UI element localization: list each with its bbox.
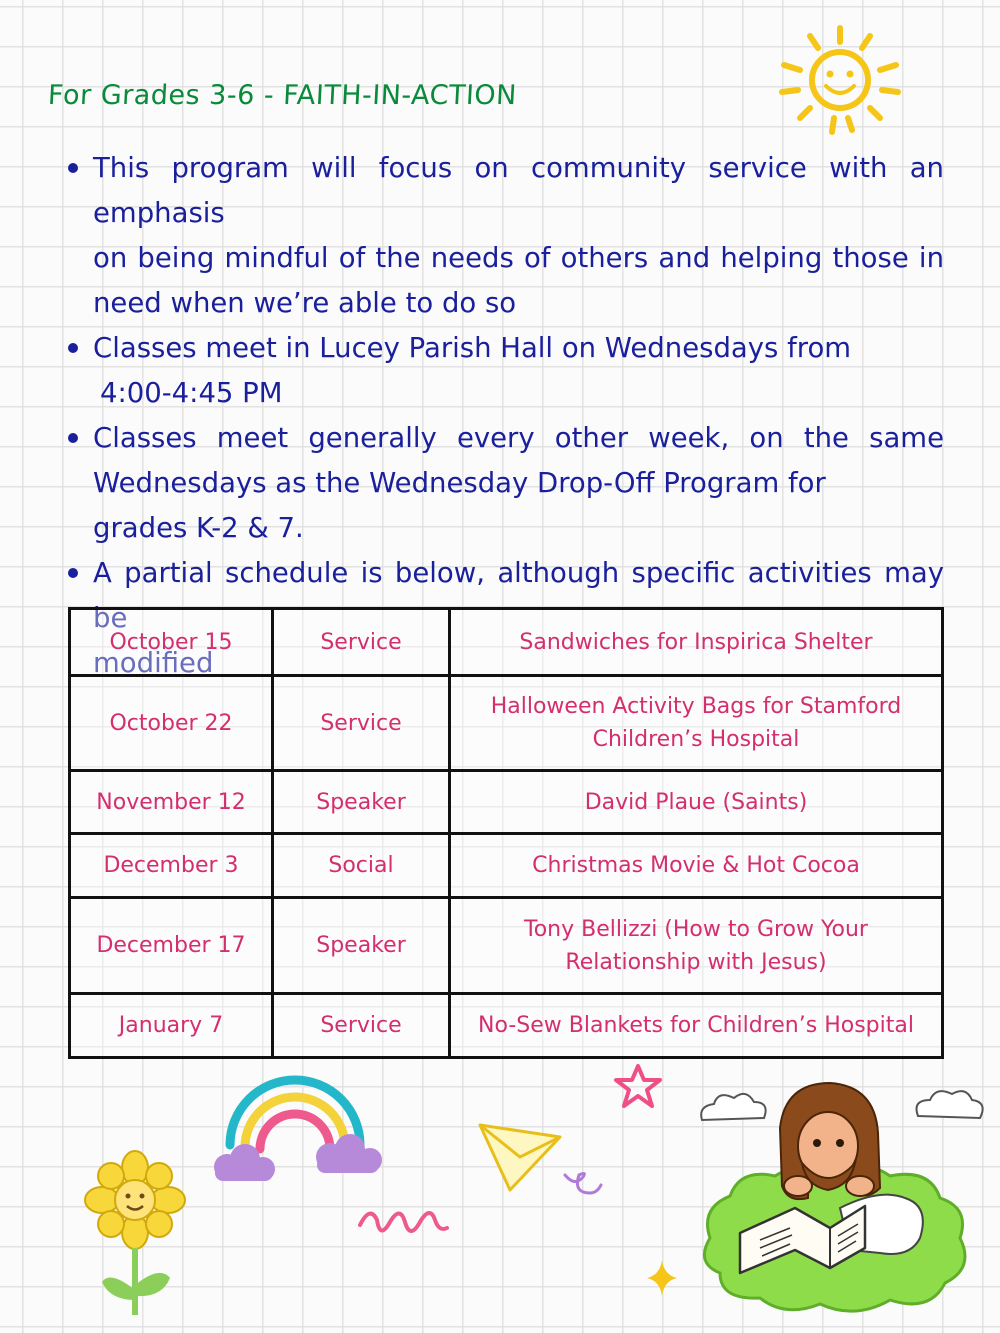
- type-cell: Speaker: [273, 771, 450, 834]
- activity-cell: [450, 771, 943, 834]
- star-icon: [608, 1062, 668, 1112]
- info-list: [68, 146, 944, 686]
- table-row: [70, 771, 943, 834]
- table-row: [70, 898, 943, 994]
- date-cell: October 15: [70, 609, 273, 676]
- bullet-line: on being mindful of the needs of others and helping those in: [93, 242, 944, 274]
- list-item: [68, 146, 944, 326]
- bullet-line: Wednesdays as the Wednesday Drop-Off Program for: [93, 467, 826, 499]
- activity-line: Tony Bellizzi (How to Grow Your: [524, 916, 868, 942]
- list-item: [68, 326, 944, 416]
- swirl-icon: [355, 1200, 450, 1245]
- activity-cell: [450, 609, 943, 676]
- schedule-table: [68, 607, 944, 1059]
- activity-line: Halloween Activity Bags for Stamford: [490, 694, 902, 719]
- date-cell: November 12: [70, 771, 273, 834]
- bullet-line: A partial schedule is below, although specific activities may be: [93, 557, 944, 634]
- activity-cell: [450, 994, 943, 1058]
- date-cell: January 7: [70, 994, 273, 1058]
- sparkle-icon: [645, 1258, 680, 1298]
- flower-icon: [80, 1150, 190, 1320]
- type-cell: Service: [273, 994, 450, 1058]
- table-row: [70, 676, 943, 771]
- type-cell: Speaker: [273, 898, 450, 994]
- activity-line: Sandwiches for Inspirica Shelter: [519, 629, 873, 655]
- rainbow-icon: [205, 1065, 390, 1195]
- table-row: [70, 834, 943, 898]
- date-cell: December 3: [70, 834, 273, 898]
- list-item: [68, 416, 944, 551]
- type-cell: Service: [273, 609, 450, 676]
- activity-line: David Plaue (Saints): [584, 789, 808, 815]
- type-cell: Social: [273, 834, 450, 898]
- activity-line: No-Sew Blankets for Children’s Hospital: [478, 1013, 914, 1038]
- table-row: [70, 994, 943, 1058]
- type-cell: Service: [273, 676, 450, 771]
- date-cell: October 22: [70, 676, 273, 771]
- bullet-line: grades K-2 & 7.: [93, 512, 304, 544]
- activity-cell: [450, 676, 943, 771]
- activity-cell: [450, 834, 943, 898]
- table-row: [70, 609, 943, 676]
- activity-cell: [450, 898, 943, 994]
- activity-line: Relationship with Jesus): [565, 949, 827, 975]
- bullet-line: need when we’re able to do so: [93, 287, 517, 319]
- bullet-line: This program will focus on community service with an emphasis: [93, 152, 944, 229]
- paper-plane-icon: [475, 1115, 610, 1210]
- bullet-line: modified: [93, 647, 214, 679]
- jesus-reading-illustration: [690, 1068, 995, 1323]
- sun-icon: [770, 20, 910, 140]
- bullet-line: Classes meet in Lucey Parish Hall on Wednesdays from: [93, 332, 852, 364]
- activity-line: Children’s Hospital: [592, 727, 800, 752]
- date-cell: December 17: [70, 898, 273, 994]
- bullet-line: Classes meet generally every other week, on the same: [93, 422, 944, 454]
- page-title: For Grades 3-6 - FAITH-IN-ACTION: [47, 80, 518, 111]
- bullet-line: 4:00-4:45 PM: [100, 377, 283, 409]
- activity-line: Christmas Movie & Hot Cocoa: [532, 853, 860, 878]
